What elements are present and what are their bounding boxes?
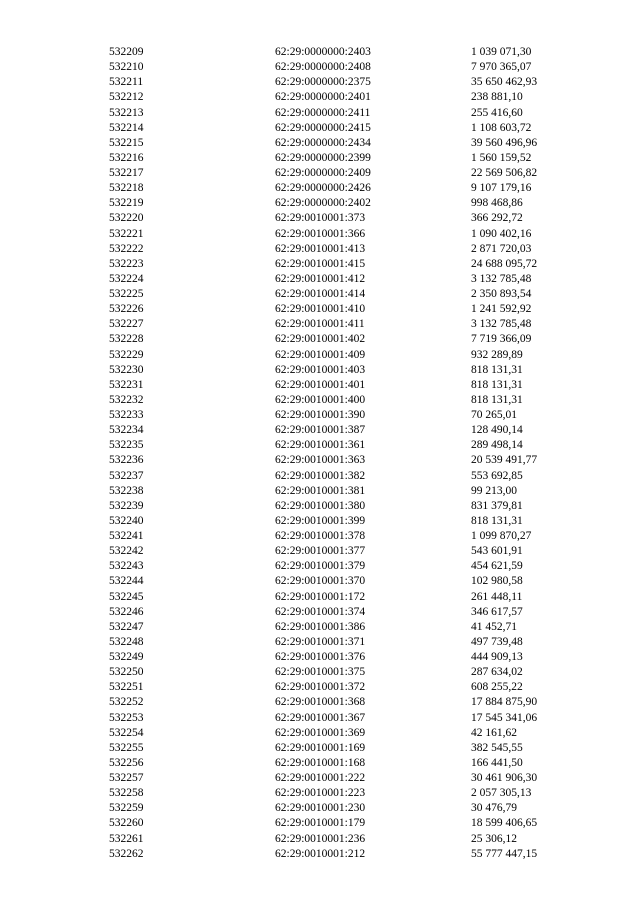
table-row <box>109 514 589 529</box>
row-number-cell: 532238 <box>109 484 144 497</box>
cadastral-number-cell: 62:29:0010001:230 <box>275 802 366 815</box>
value-cell: 2 057 305,13 <box>471 787 532 800</box>
value-cell: 17 545 341,06 <box>471 711 538 724</box>
row-number-cell: 532217 <box>109 167 144 179</box>
cadastral-number-cell: 62:29:0010001:413 <box>275 242 366 255</box>
row-number-cell: 532222 <box>109 242 144 255</box>
row-number-cell: 532261 <box>109 832 144 845</box>
row-number-cell: 532234 <box>109 424 144 437</box>
cadastral-number-cell: 62:29:0010001:368 <box>275 696 366 709</box>
row-number-cell: 532250 <box>109 666 144 679</box>
table-row <box>109 151 589 166</box>
cadastral-number-cell: 62:29:0010001:367 <box>275 711 366 724</box>
table-row <box>109 499 589 514</box>
table-row <box>109 484 589 499</box>
table-row <box>109 574 589 589</box>
table-row <box>109 211 589 226</box>
value-cell: 99 213,00 <box>471 484 517 497</box>
row-number-cell: 532258 <box>109 787 144 800</box>
table-row <box>109 60 589 75</box>
table-row <box>109 90 589 105</box>
row-number-cell: 532248 <box>109 635 144 648</box>
row-number-cell: 532233 <box>109 409 144 421</box>
row-number-cell: 532232 <box>109 393 144 406</box>
table-row <box>109 121 589 136</box>
table-row <box>109 196 589 211</box>
cadastral-number-cell: 62:29:0010001:212 <box>275 847 366 860</box>
row-number-cell: 532215 <box>109 136 144 149</box>
table-row <box>109 786 589 801</box>
cadastral-number-cell: 62:29:0010001:401 <box>275 378 366 391</box>
value-cell: 346 617,57 <box>471 605 523 618</box>
row-number-cell: 532255 <box>109 741 144 754</box>
value-cell: 543 601,91 <box>471 545 523 558</box>
row-number-cell: 532209 <box>109 46 144 58</box>
data-table <box>109 45 589 862</box>
table-row <box>109 726 589 741</box>
row-number-cell: 532249 <box>109 651 144 663</box>
cadastral-number-cell: 62:29:0010001:399 <box>275 514 366 527</box>
cadastral-number-cell: 62:29:0000000:2375 <box>275 76 371 89</box>
value-cell: 1 099 870,27 <box>471 530 532 542</box>
row-number-cell: 532235 <box>109 439 144 452</box>
row-number-cell: 532227 <box>109 318 144 331</box>
cadastral-number-cell: 62:29:0010001:402 <box>275 333 366 346</box>
table-row <box>109 257 589 272</box>
value-cell: 35 650 462,93 <box>471 76 538 89</box>
value-cell: 1 039 071,30 <box>471 46 532 58</box>
value-cell: 24 688 095,72 <box>471 257 538 270</box>
value-cell: 818 131,31 <box>471 378 523 391</box>
table-row <box>109 332 589 347</box>
value-cell: 30 461 906,30 <box>471 772 538 784</box>
cadastral-number-cell: 62:29:0010001:366 <box>275 227 366 240</box>
value-cell: 238 881,10 <box>471 91 523 104</box>
row-number-cell: 532210 <box>109 61 144 74</box>
cadastral-number-cell: 62:29:0010001:382 <box>275 469 366 482</box>
row-number-cell: 532218 <box>109 182 144 195</box>
cadastral-number-cell: 62:29:0010001:168 <box>275 756 366 769</box>
table-row <box>109 635 589 650</box>
table-row <box>109 166 589 181</box>
row-number-cell: 532216 <box>109 151 144 164</box>
cadastral-number-cell: 62:29:0010001:369 <box>275 726 366 739</box>
cadastral-number-cell: 62:29:0010001:377 <box>275 545 366 558</box>
cadastral-number-cell: 62:29:0010001:363 <box>275 454 366 467</box>
value-cell: 166 441,50 <box>471 756 523 769</box>
table-row <box>109 75 589 90</box>
value-cell: 7 970 365,07 <box>471 61 532 74</box>
table-row <box>109 847 589 862</box>
row-number-cell: 532260 <box>109 817 144 830</box>
value-cell: 818 131,31 <box>471 363 523 376</box>
table-row <box>109 832 589 847</box>
table-row <box>109 106 589 121</box>
row-number-cell: 532228 <box>109 333 144 346</box>
cadastral-number-cell: 62:29:0010001:379 <box>275 560 366 573</box>
row-number-cell: 532213 <box>109 106 144 119</box>
value-cell: 102 980,58 <box>471 575 523 588</box>
table-row <box>109 695 589 710</box>
table-row <box>109 348 589 363</box>
row-number-cell: 532229 <box>109 348 144 361</box>
cadastral-number-cell: 62:29:0010001:414 <box>275 288 366 300</box>
cadastral-number-cell: 62:29:0000000:2426 <box>275 182 371 195</box>
row-number-cell: 532239 <box>109 499 144 512</box>
row-number-cell: 532226 <box>109 303 144 316</box>
cadastral-number-cell: 62:29:0010001:378 <box>275 530 366 542</box>
row-number-cell: 532251 <box>109 681 144 694</box>
row-number-cell: 532242 <box>109 545 144 558</box>
cadastral-number-cell: 62:29:0010001:172 <box>275 590 366 603</box>
row-number-cell: 532254 <box>109 726 144 739</box>
table-row <box>109 242 589 257</box>
cadastral-number-cell: 62:29:0010001:236 <box>275 832 366 845</box>
row-number-cell: 532252 <box>109 696 144 709</box>
table-row <box>109 741 589 756</box>
value-cell: 1 560 159,52 <box>471 151 532 164</box>
value-cell: 55 777 447,15 <box>471 847 538 860</box>
value-cell: 17 884 875,90 <box>471 696 538 709</box>
table-row <box>109 650 589 665</box>
cadastral-number-cell: 62:29:0000000:2409 <box>275 167 371 179</box>
table-row <box>109 45 589 60</box>
row-number-cell: 532224 <box>109 272 144 285</box>
cadastral-number-cell: 62:29:0010001:415 <box>275 257 366 270</box>
table-row <box>109 272 589 287</box>
value-cell: 287 634,02 <box>471 666 523 679</box>
table-row <box>109 453 589 468</box>
cadastral-number-cell: 62:29:0010001:374 <box>275 605 366 618</box>
row-number-cell: 532236 <box>109 454 144 467</box>
value-cell: 831 379,81 <box>471 499 523 512</box>
value-cell: 25 306,12 <box>471 832 517 845</box>
row-number-cell: 532247 <box>109 620 144 633</box>
cadastral-number-cell: 62:29:0000000:2434 <box>275 136 371 149</box>
value-cell: 1 090 402,16 <box>471 227 532 240</box>
value-cell: 932 289,89 <box>471 348 523 361</box>
value-cell: 3 132 785,48 <box>471 318 532 331</box>
cadastral-number-cell: 62:29:0010001:223 <box>275 787 366 800</box>
row-number-cell: 532219 <box>109 197 144 210</box>
row-number-cell: 532259 <box>109 802 144 815</box>
row-number-cell: 532223 <box>109 257 144 270</box>
value-cell: 608 255,22 <box>471 681 523 694</box>
value-cell: 128 490,14 <box>471 424 523 437</box>
cadastral-number-cell: 62:29:0010001:222 <box>275 772 366 784</box>
value-cell: 41 452,71 <box>471 620 517 633</box>
value-cell: 9 107 179,16 <box>471 182 532 195</box>
value-cell: 7 719 366,09 <box>471 333 532 346</box>
row-number-cell: 532220 <box>109 212 144 225</box>
table-row <box>109 544 589 559</box>
cadastral-number-cell: 62:29:0000000:2399 <box>275 151 371 164</box>
table-row <box>109 469 589 484</box>
cadastral-number-cell: 62:29:0010001:400 <box>275 393 366 406</box>
row-number-cell: 532221 <box>109 227 144 240</box>
row-number-cell: 532243 <box>109 560 144 573</box>
cadastral-number-cell: 62:29:0010001:390 <box>275 409 366 421</box>
value-cell: 818 131,31 <box>471 514 523 527</box>
cadastral-number-cell: 62:29:0010001:169 <box>275 741 366 754</box>
row-number-cell: 532211 <box>109 76 144 89</box>
value-cell: 70 265,01 <box>471 409 517 421</box>
row-number-cell: 532246 <box>109 605 144 618</box>
value-cell: 30 476,79 <box>471 802 517 815</box>
table-row <box>109 393 589 408</box>
cadastral-number-cell: 62:29:0010001:410 <box>275 303 366 316</box>
value-cell: 818 131,31 <box>471 393 523 406</box>
row-number-cell: 532214 <box>109 121 144 134</box>
cadastral-number-cell: 62:29:0010001:411 <box>275 318 365 331</box>
table-row <box>109 302 589 317</box>
table-row <box>109 529 589 544</box>
row-number-cell: 532257 <box>109 772 144 784</box>
cadastral-number-cell: 62:29:0010001:409 <box>275 348 366 361</box>
table-row <box>109 227 589 242</box>
table-row <box>109 771 589 786</box>
table-row <box>109 378 589 393</box>
table-row <box>109 363 589 378</box>
table-row <box>109 136 589 151</box>
value-cell: 20 539 491,77 <box>471 454 538 467</box>
cadastral-number-cell: 62:29:0010001:375 <box>275 666 366 679</box>
cadastral-number-cell: 62:29:0010001:372 <box>275 681 366 694</box>
table-row <box>109 181 589 196</box>
table-row <box>109 605 589 620</box>
row-number-cell: 532244 <box>109 575 144 588</box>
table-row <box>109 801 589 816</box>
value-cell: 1 241 592,92 <box>471 303 532 316</box>
table-row <box>109 438 589 453</box>
row-number-cell: 532256 <box>109 756 144 769</box>
cadastral-number-cell: 62:29:0010001:387 <box>275 424 366 437</box>
cadastral-number-cell: 62:29:0000000:2411 <box>275 106 371 119</box>
cadastral-number-cell: 62:29:0010001:376 <box>275 651 366 663</box>
row-number-cell: 532245 <box>109 590 144 603</box>
cadastral-number-cell: 62:29:0010001:412 <box>275 272 366 285</box>
table-row <box>109 317 589 332</box>
cadastral-number-cell: 62:29:0010001:386 <box>275 620 366 633</box>
value-cell: 18 599 406,65 <box>471 817 538 830</box>
value-cell: 3 132 785,48 <box>471 272 532 285</box>
value-cell: 2 871 720,03 <box>471 242 532 255</box>
value-cell: 39 560 496,96 <box>471 136 538 149</box>
cadastral-number-cell: 62:29:0000000:2401 <box>275 91 371 104</box>
cadastral-number-cell: 62:29:0010001:361 <box>275 439 366 452</box>
table-row <box>109 287 589 302</box>
table-row <box>109 559 589 574</box>
table-row <box>109 590 589 605</box>
cadastral-number-cell: 62:29:0000000:2408 <box>275 61 371 74</box>
table-row <box>109 665 589 680</box>
value-cell: 289 498,14 <box>471 439 523 452</box>
table-row <box>109 756 589 771</box>
cadastral-number-cell: 62:29:0010001:179 <box>275 817 366 830</box>
value-cell: 2 350 893,54 <box>471 288 532 300</box>
value-cell: 497 739,48 <box>471 635 523 648</box>
value-cell: 1 108 603,72 <box>471 121 532 134</box>
value-cell: 366 292,72 <box>471 212 523 225</box>
cadastral-number-cell: 62:29:0000000:2402 <box>275 197 371 210</box>
table-row <box>109 620 589 635</box>
cadastral-number-cell: 62:29:0000000:2415 <box>275 121 371 134</box>
row-number-cell: 532262 <box>109 847 144 860</box>
cadastral-number-cell: 62:29:0010001:370 <box>275 575 366 588</box>
value-cell: 444 909,13 <box>471 651 523 663</box>
row-number-cell: 532231 <box>109 378 144 391</box>
value-cell: 454 621,59 <box>471 560 523 573</box>
row-number-cell: 532212 <box>109 91 144 104</box>
row-number-cell: 532253 <box>109 711 144 724</box>
row-number-cell: 532241 <box>109 530 144 542</box>
table-row <box>109 816 589 831</box>
value-cell: 261 448,11 <box>471 590 523 603</box>
table-row <box>109 711 589 726</box>
table-row <box>109 680 589 695</box>
row-number-cell: 532237 <box>109 469 144 482</box>
row-number-cell: 532240 <box>109 514 144 527</box>
value-cell: 42 161,62 <box>471 726 517 739</box>
cadastral-number-cell: 62:29:0010001:371 <box>275 635 366 648</box>
cadastral-number-cell: 62:29:0010001:381 <box>275 484 366 497</box>
cadastral-number-cell: 62:29:0010001:403 <box>275 363 366 376</box>
value-cell: 382 545,55 <box>471 741 523 754</box>
table-row <box>109 408 589 423</box>
row-number-cell: 532230 <box>109 363 144 376</box>
row-number-cell: 532225 <box>109 288 144 300</box>
value-cell: 255 416,60 <box>471 106 523 119</box>
value-cell: 553 692,85 <box>471 469 523 482</box>
value-cell: 998 468,86 <box>471 197 523 210</box>
cadastral-number-cell: 62:29:0010001:380 <box>275 499 366 512</box>
cadastral-number-cell: 62:29:0000000:2403 <box>275 46 371 58</box>
cadastral-number-cell: 62:29:0010001:373 <box>275 212 366 225</box>
table-row <box>109 423 589 438</box>
value-cell: 22 569 506,82 <box>471 167 538 179</box>
